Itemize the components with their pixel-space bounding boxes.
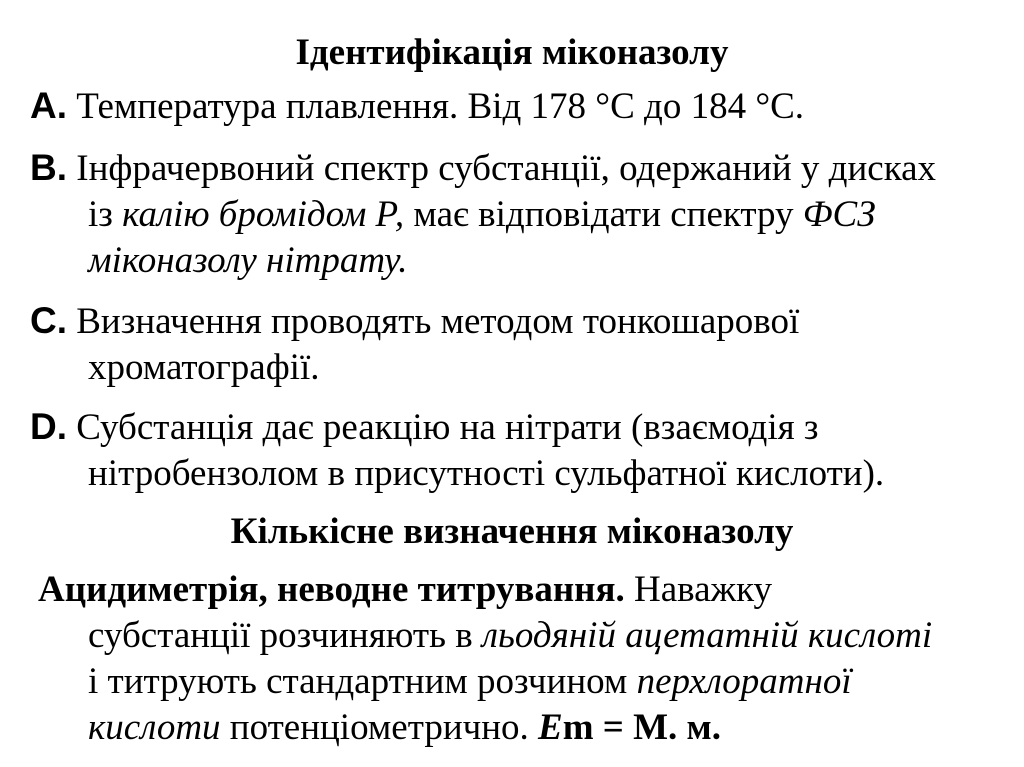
- item-d: [30, 404, 884, 497]
- em-formula: m = М. м.: [562, 707, 722, 748]
- item-c: [30, 298, 799, 391]
- item-d-text-1: Субстанція дає реакцію на нітрати (взаємодія з: [67, 407, 819, 448]
- item-b-reagent: калію бромідом Р,: [122, 194, 405, 235]
- item-b-text-2a: із: [88, 194, 123, 235]
- item-c-text-1: Визначення проводять методом тонкошарової: [67, 301, 800, 342]
- quant-text-4: потенціометрично.: [220, 707, 539, 748]
- quant-line-1: [38, 567, 932, 613]
- quant-text-1: Наважку: [624, 569, 773, 610]
- item-c-line-1: [30, 298, 799, 345]
- item-c-label: C.: [30, 300, 67, 341]
- item-b-label: B.: [30, 147, 67, 188]
- quant-solvent: льодяній ацетатній кислоті: [481, 615, 933, 656]
- identification-heading: Ідентифікація міконазолу: [295, 32, 729, 73]
- quant-line-3: [38, 659, 932, 705]
- item-b-reference: ФСЗ: [802, 194, 876, 235]
- item-a: [30, 83, 804, 130]
- quant-titrant-end: кислоти: [88, 707, 221, 748]
- quantitative-heading: Кількісне визначення міконазолу: [230, 511, 794, 552]
- item-d-line-1: [30, 404, 884, 451]
- quant-method: Ацидиметрія, неводне титрування.: [38, 569, 625, 610]
- quant-text-3: і титрують стандартним розчином: [88, 661, 637, 702]
- quant-titrant: перхлоратної: [636, 661, 852, 702]
- item-d-line-2: нітробензолом в присутності сульфатної кислоти).: [88, 453, 885, 494]
- item-b-line-1: [30, 145, 936, 192]
- item-b: [30, 145, 936, 284]
- item-a-line: [30, 83, 804, 130]
- quantitative-paragraph: [38, 567, 932, 751]
- item-b-line-2: [30, 192, 936, 238]
- item-a-label: А.: [30, 85, 67, 126]
- item-b-line-3: міконазолу нітрату.: [88, 240, 408, 281]
- quant-line-4: [38, 705, 932, 751]
- quant-text-2: субстанції розчиняють в: [88, 615, 482, 656]
- item-b-text-2b: має відповідати спектру: [404, 194, 803, 235]
- quant-line-2: [38, 613, 932, 659]
- item-d-label: D.: [30, 406, 67, 447]
- item-a-text: Температура плавлення. Від 178 °С до 184 °С.: [67, 86, 805, 127]
- em-symbol-e: E: [538, 707, 563, 748]
- item-c-line-2: хроматографії.: [88, 347, 320, 388]
- item-b-text-1: Інфрачервоний спектр субстанції, одержаний у дисках: [67, 148, 937, 189]
